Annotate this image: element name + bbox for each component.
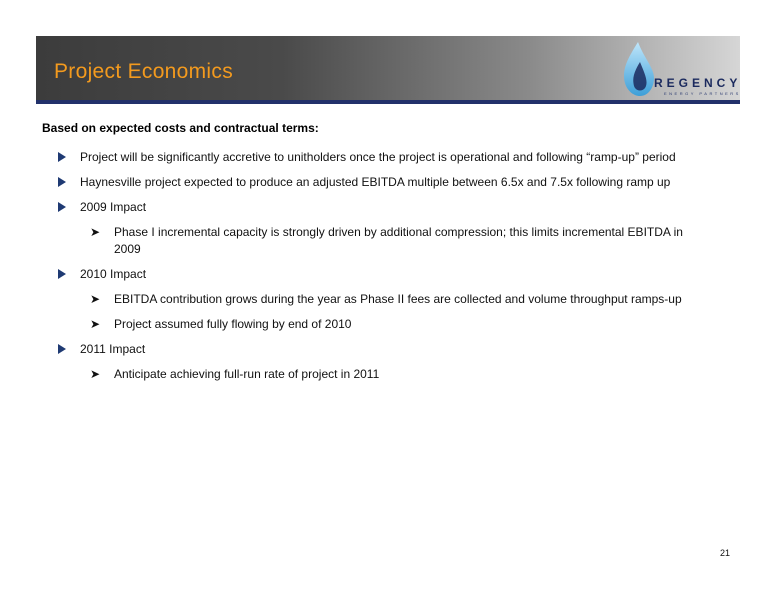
page-title: Project Economics (54, 60, 233, 83)
section-subtitle: Based on expected costs and contractual terms: (42, 121, 319, 135)
bullet-item: 2010 Impact (58, 266, 698, 283)
sub-bullet-item: ➤ Project assumed fully flowing by end of 2010 (90, 317, 352, 331)
arrowhead-bullet-icon: ➤ (90, 292, 101, 306)
bullet-list (58, 149, 698, 391)
sub-bullet-item: ➤ Anticipate achieving full-run rate of project in 2011 (90, 367, 380, 381)
triangle-bullet-icon (58, 177, 66, 187)
sub-bullet-item: ➤ EBITDA contribution grows during the year as Phase II fees are collected and volume throughput ramps-up (90, 292, 682, 306)
page-number: 21 (720, 548, 731, 558)
triangle-bullet-icon (58, 269, 66, 279)
arrowhead-bullet-icon: ➤ (90, 367, 101, 381)
bullet-item: 2009 Impact (58, 199, 698, 216)
triangle-bullet-icon (58, 344, 66, 354)
bullet-item: 2011 Impact (58, 341, 698, 358)
sub-bullet-item: ➤ Phase I incremental capacity is strongly driven by additional compression; this limits incremental EBITDA in 2009 (90, 225, 683, 256)
arrowhead-bullet-icon: ➤ (90, 317, 101, 331)
bullet-item: Project will be significantly accretive to unitholders once the project is operational and following “ramp-up” period (58, 149, 698, 166)
bullet-item: Haynesville project expected to produce an adjusted EBITDA multiple between 6.5x and 7.5x following ramp up (58, 174, 698, 191)
triangle-bullet-icon (58, 152, 66, 162)
logo-tagline: ENERGY PARTNERS (664, 91, 741, 96)
arrowhead-bullet-icon: ➤ (90, 225, 101, 239)
logo-wordmark: REGENCY (654, 76, 742, 90)
triangle-bullet-icon (58, 202, 66, 212)
